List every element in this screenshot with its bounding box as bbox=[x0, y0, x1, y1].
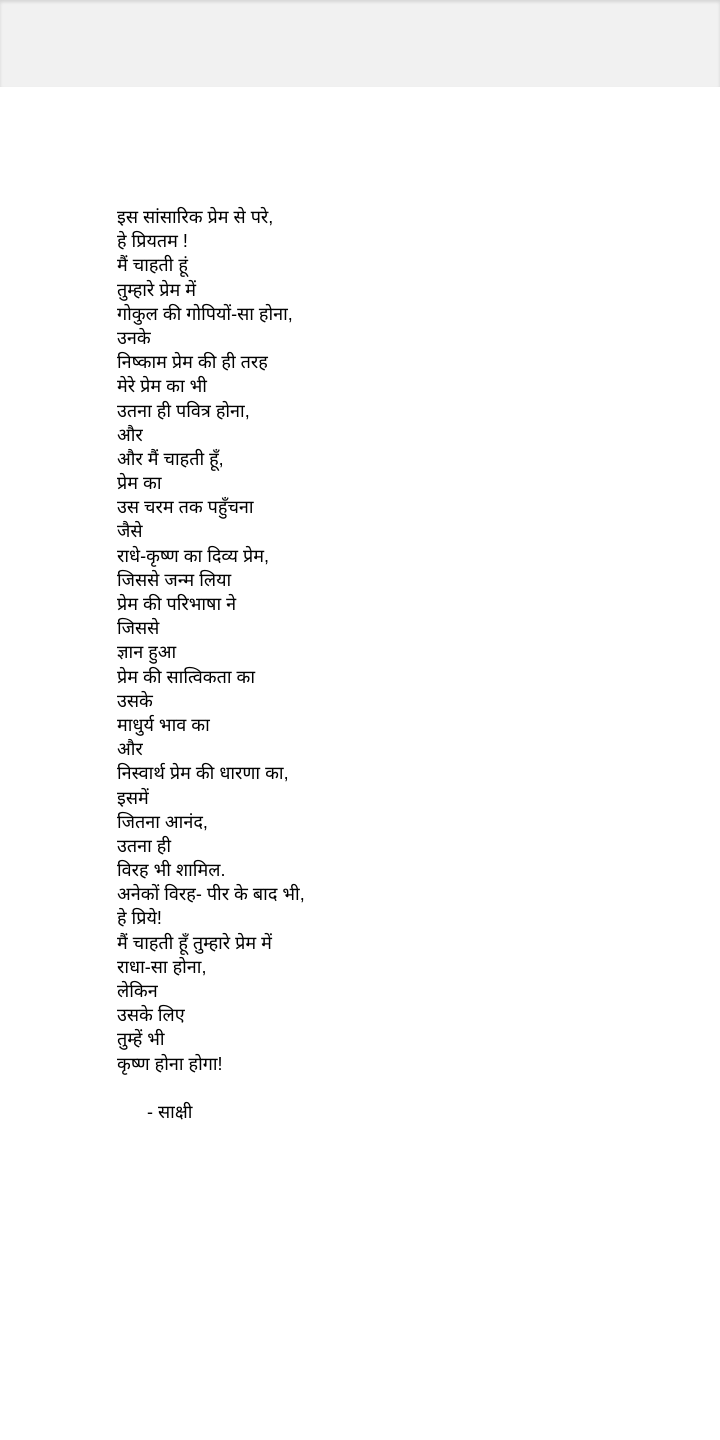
poem-line: प्रेम की परिभाषा ने bbox=[117, 594, 237, 614]
poem-line: और bbox=[117, 424, 143, 445]
poem-line: हे प्रिये! bbox=[117, 908, 162, 929]
poem-line: प्रेम का bbox=[117, 473, 162, 494]
poem-line: इसमें bbox=[117, 787, 149, 808]
poem-line: माधुर्य भाव का bbox=[117, 714, 210, 735]
poem-line: उस चरम तक पहुँचना bbox=[117, 497, 254, 518]
document-page bbox=[0, 87, 720, 1440]
poem-line: उतना ही पवित्र होना, bbox=[117, 400, 250, 421]
top-toolbar-area bbox=[0, 0, 720, 87]
poem-line: मैं चाहती हूँ तुम्हारे प्रेम में bbox=[117, 932, 272, 953]
poem-line: जितना आनंद, bbox=[117, 811, 208, 832]
poem-line: इस सांसारिक प्रेम से परे, bbox=[117, 207, 274, 227]
poem-line: उतना ही bbox=[117, 835, 171, 856]
poem-line: ज्ञान हुआ bbox=[117, 642, 177, 663]
poem-body bbox=[117, 205, 305, 1124]
poem-line: लेकिन bbox=[117, 981, 158, 1001]
poem-line: जिससे bbox=[117, 618, 160, 639]
poem-line: तुम्हें भी bbox=[117, 1029, 165, 1050]
poem-line: राधा-सा होना, bbox=[117, 956, 207, 977]
poem-line: मेरे प्रेम का भी bbox=[117, 376, 207, 397]
poem-line: उनके bbox=[117, 327, 151, 348]
poem-line: और मैं चाहती हूँ, bbox=[117, 448, 224, 469]
poem-signature: - साक्षी bbox=[117, 1101, 193, 1122]
poem-line: जिससे जन्म लिया bbox=[117, 569, 232, 590]
poem-line: उसके लिए bbox=[117, 1005, 185, 1026]
poem-line: उसके bbox=[117, 690, 153, 711]
poem-line: कृष्ण होना होगा! bbox=[117, 1053, 223, 1074]
poem-line: हे प्रियतम ! bbox=[117, 231, 188, 252]
poem-line: राधे-कृष्ण का दिव्य प्रेम, bbox=[117, 545, 270, 566]
blank-line bbox=[117, 1076, 305, 1100]
poem-line: और bbox=[117, 739, 143, 760]
poem-line: अनेकों विरह- पीर के बाद भी, bbox=[117, 884, 305, 905]
poem-line: निस्वार्थ प्रेम की धारणा का, bbox=[117, 763, 289, 784]
poem-line: मैं चाहती हूं bbox=[117, 255, 188, 276]
poem-line: गोकुल की गोपियों-सा होना, bbox=[117, 303, 293, 324]
poem-line: प्रेम की सात्विकता का bbox=[117, 666, 255, 687]
poem-line: विरह भी शामिल. bbox=[117, 860, 226, 881]
poem-line: जैसे bbox=[117, 521, 143, 542]
poem-line: निष्काम प्रेम की ही तरह bbox=[117, 352, 268, 373]
poem-line: तुम्हारे प्रेम में bbox=[117, 279, 197, 300]
